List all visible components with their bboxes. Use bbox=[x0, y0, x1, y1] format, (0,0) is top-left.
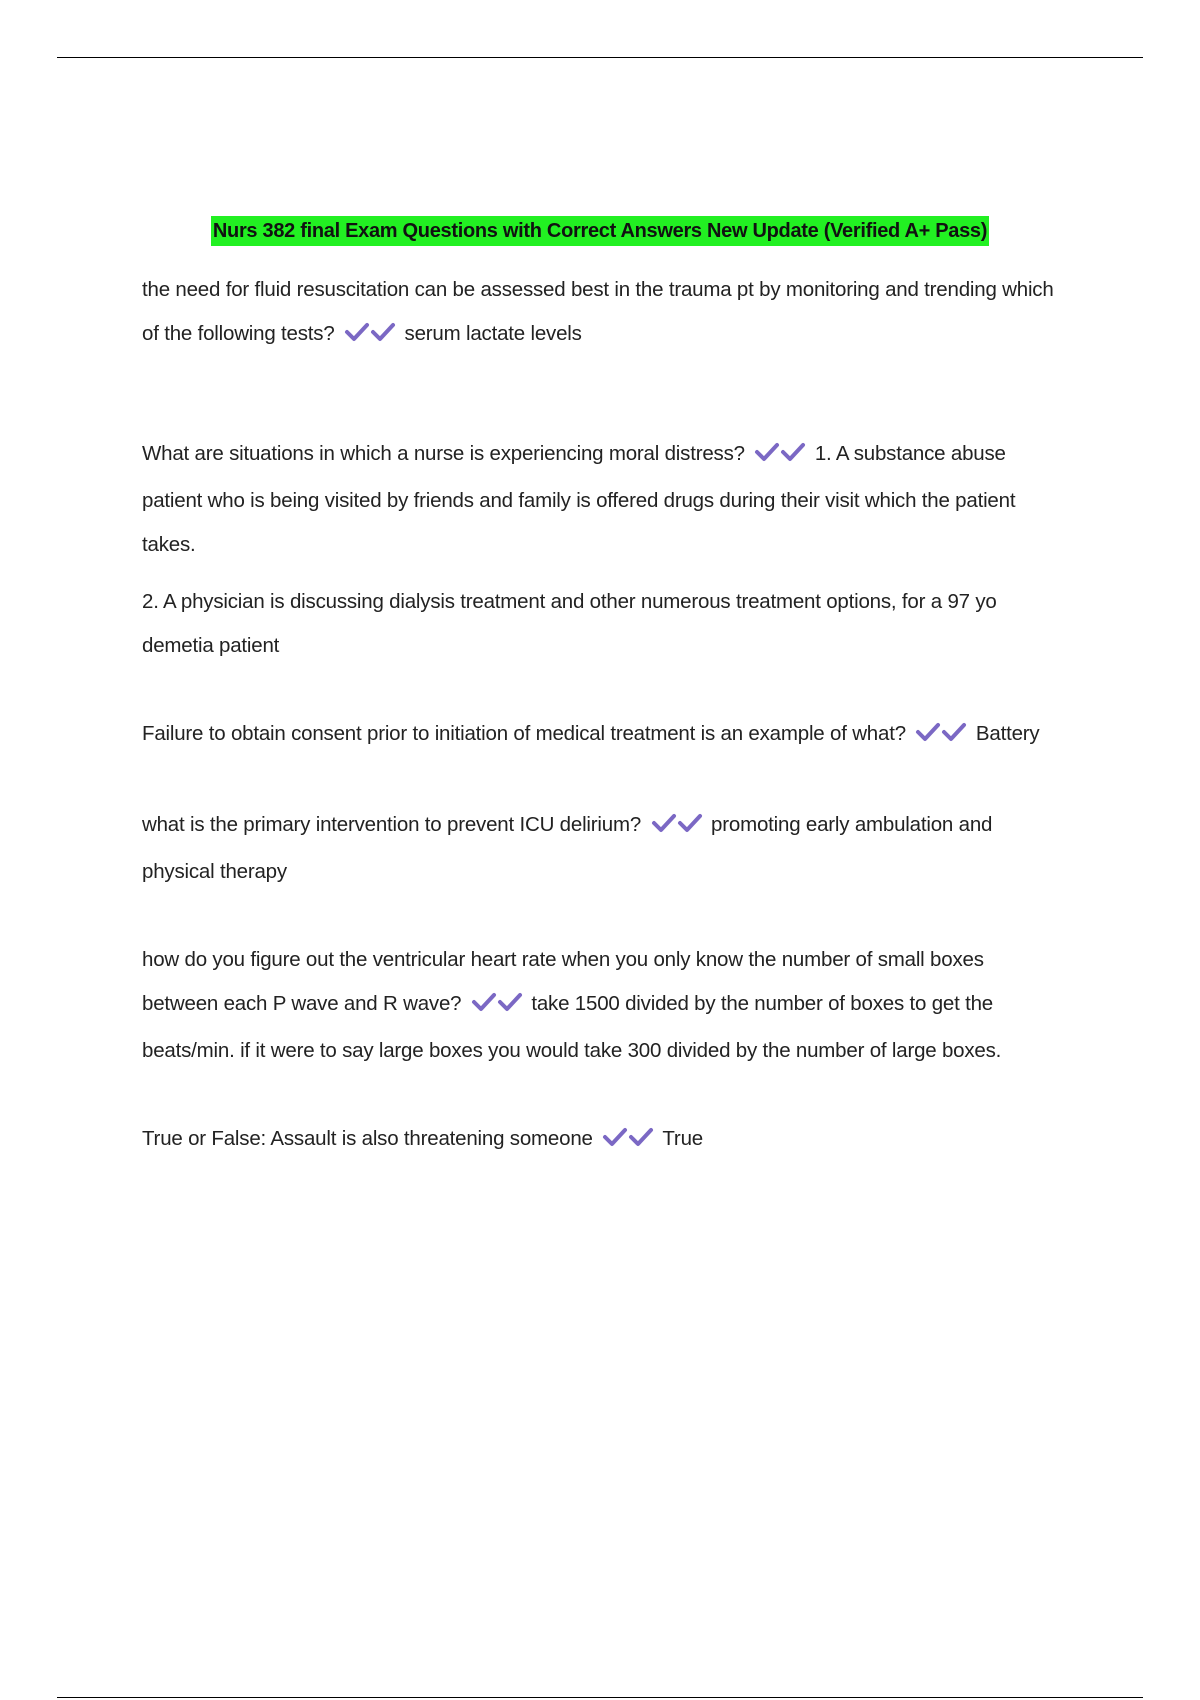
qa-paragraph bbox=[142, 803, 1062, 894]
question-text: True or False: Assault is also threatening someone bbox=[142, 1127, 593, 1150]
qa-item bbox=[142, 432, 1062, 668]
question-text: What are situations in which a nurse is experiencing moral distress? bbox=[142, 442, 745, 465]
check-icon bbox=[941, 721, 967, 743]
question-text: how do you figure out the ventricular heart rate when you only know the number of small boxes between each P wave and R wave? bbox=[142, 948, 984, 1015]
answer-text: promoting early ambulation and physical therapy bbox=[142, 813, 993, 883]
header-rule bbox=[57, 57, 1143, 58]
qa-item bbox=[142, 1117, 1062, 1164]
answer-text: serum lactate levels bbox=[404, 322, 582, 345]
qa-item bbox=[142, 938, 1062, 1073]
check-icon bbox=[497, 991, 523, 1013]
check-icon bbox=[780, 441, 806, 463]
check-icon bbox=[370, 321, 396, 343]
double-check-icon bbox=[602, 1120, 654, 1164]
check-icon bbox=[471, 991, 497, 1013]
answer-text: Battery bbox=[975, 722, 1040, 745]
qa-item bbox=[142, 268, 1062, 390]
qa-item bbox=[142, 712, 1062, 759]
question-text: Failure to obtain consent prior to initiation of medical treatment is an example of what? bbox=[142, 722, 906, 745]
answer-text: 1. A substance abuse patient who is being visited by friends and family is offered drugs during their visit which the patient takes. bbox=[142, 442, 1016, 556]
qa-paragraph bbox=[142, 1117, 1062, 1164]
qa-paragraph bbox=[142, 268, 1062, 359]
check-icon bbox=[628, 1126, 654, 1148]
check-icon bbox=[602, 1126, 628, 1148]
double-check-icon bbox=[754, 435, 806, 479]
check-icon bbox=[754, 441, 780, 463]
document-title: Nurs 382 final Exam Questions with Correct Answers New Update (Verified A+ Pass) bbox=[211, 216, 989, 246]
qa-item bbox=[142, 803, 1062, 894]
qa-list bbox=[142, 268, 1062, 1164]
qa-paragraph bbox=[142, 432, 1062, 567]
question-text: what is the primary intervention to prevent ICU delirium? bbox=[142, 813, 642, 836]
double-check-icon bbox=[651, 806, 703, 850]
check-icon bbox=[651, 812, 677, 834]
double-check-icon bbox=[344, 315, 396, 359]
check-icon bbox=[344, 321, 370, 343]
title-container bbox=[0, 216, 1200, 246]
footer-rule bbox=[57, 1697, 1143, 1698]
double-check-icon bbox=[471, 985, 523, 1029]
check-icon bbox=[677, 812, 703, 834]
question-text: the need for fluid resuscitation can be assessed best in the trauma pt by monitoring and trending which of the following tests? bbox=[142, 278, 1054, 345]
answer-text: True bbox=[662, 1127, 703, 1150]
check-icon bbox=[915, 721, 941, 743]
qa-paragraph bbox=[142, 938, 1062, 1073]
answer-continued-paragraph: 2. A physician is discussing dialysis treatment and other numerous treatment options, for a 97 yo demetia patient bbox=[142, 590, 997, 657]
answer-text: take 1500 divided by the number of boxes to get the beats/min. if it were to say large boxes you would take 300 divided by the number of large boxes. bbox=[142, 992, 1002, 1062]
qa-paragraph bbox=[142, 712, 1062, 759]
double-check-icon bbox=[915, 715, 967, 759]
